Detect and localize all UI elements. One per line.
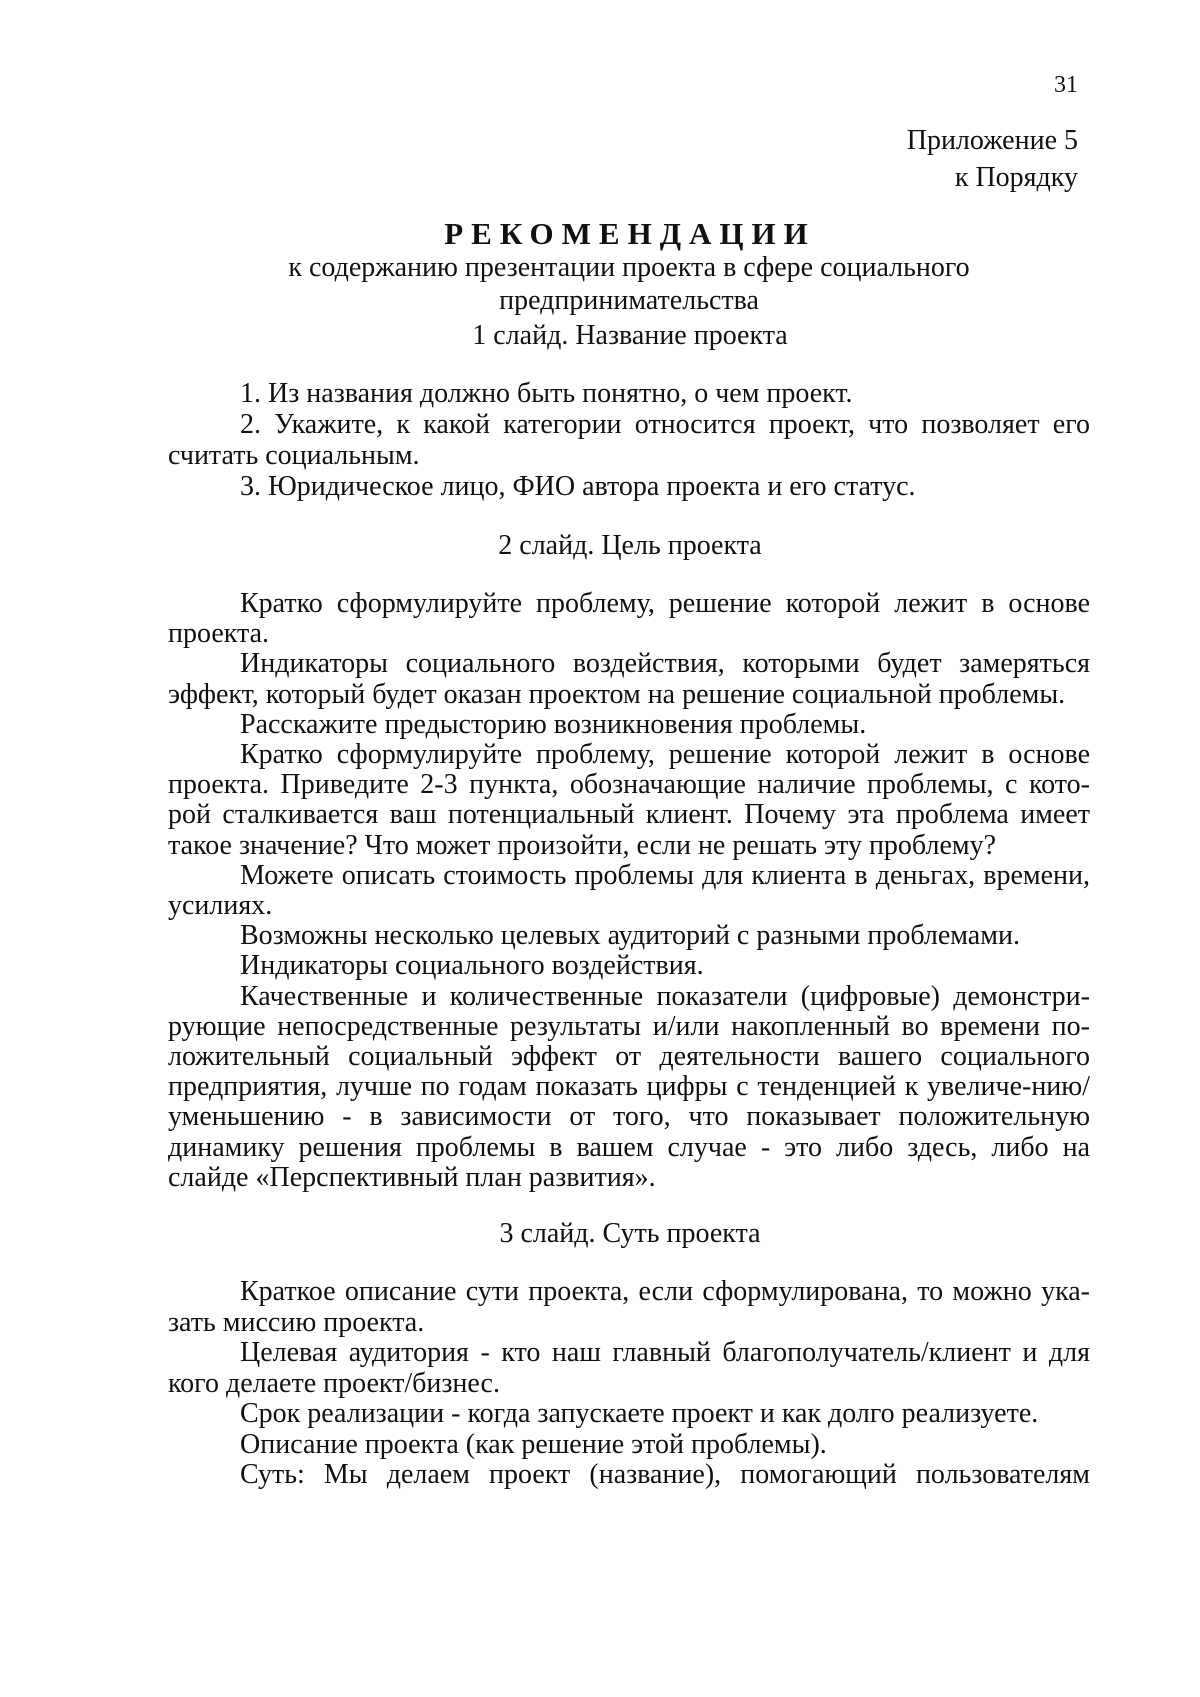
- document-subtitle: к содержанию презентации проекта в сфере социального предпринимательства: [288, 252, 970, 316]
- paragraph: Кратко сформулируйте проблему, решение которой лежит в основе проекта.: [168, 588, 1090, 650]
- paragraph: Описание проекта (как решение этой проблемы).: [240, 1428, 827, 1460]
- page-number: 31: [1054, 72, 1078, 98]
- appendix-number: Приложение 5: [906, 125, 1078, 156]
- paragraph: Кратко сформулируйте проблему, решение которой лежит в основе проекта. Приведите 2-3 пункта, обозначающие наличие проблемы, с кото-рой сталкивается ваш потенциальный клиент. Почему эта проблема имеет такое значение? Что может произойти, если не решать эту проблему?: [168, 739, 1090, 861]
- paragraph: Индикаторы социального воздействия, которыми будет замеряться эффект, который будет оказан проектом на решение социальной проблемы.: [168, 648, 1090, 710]
- document-title: РЕКОМЕНДАЦИИ: [444, 216, 816, 251]
- appendix-procedure: к Порядку: [954, 162, 1078, 193]
- section-body-slide-1: [168, 378, 1090, 502]
- paragraph: Качественные и количественные показатели (цифровые) демонстри-рующие непосредственные результаты и/или накопленный во времени по-ложительный социальный эффект от деятельности вашего социального предприятия, лучше по годам показать цифры с тенденцией к увеличе-нию/уменьшению - в зависимости от того, что показывает положительную динамику решения проблемы в вашем случае - это либо здесь, либо на слайде «Перспективный план развития».: [168, 980, 1090, 1193]
- paragraph: Срок реализации - когда запускаете проект и как долго реализуете.: [240, 1398, 1039, 1429]
- section-body-slide-2: [168, 589, 1090, 1193]
- paragraph: Индикаторы социального воздействия.: [240, 950, 704, 982]
- section-heading-slide-3: 3 слайд. Суть проекта: [499, 1218, 761, 1249]
- paragraph: 1. Из названия должно быть понятно, о чем проект.: [240, 378, 853, 409]
- section-heading-slide-2: 2 слайд. Цель проекта: [498, 530, 762, 561]
- appendix-reference: [907, 122, 1078, 196]
- paragraph: Краткое описание сути проекта, если сформулирована, то можно ука-зать миссию проекта.: [168, 1276, 1090, 1338]
- paragraph: 2. Укажите, к какой категории относится проект, что позволяет его считать социальным.: [168, 409, 1090, 471]
- paragraph: Возможны несколько целевых аудиторий с разными проблемами.: [240, 920, 1020, 952]
- paragraph: Можете описать стоимость проблемы для клиента в деньгах, времени, усилиях.: [168, 859, 1090, 922]
- paragraph: 3. Юридическое лицо, ФИО автора проекта и его статус.: [240, 471, 916, 502]
- paragraph: Расскажите предысторию возникновения проблемы.: [240, 708, 867, 740]
- section-body-slide-3: [168, 1277, 1090, 1491]
- paragraph: Суть: Мы делаем проект (название), помогающий пользователям: [240, 1459, 1090, 1490]
- section-heading-slide-1: 1 слайд. Название проекта: [472, 320, 788, 351]
- paragraph: Целевая аудитория - кто наш главный благополучатель/клиент и для кого делаете проект/бизнес.: [168, 1337, 1090, 1399]
